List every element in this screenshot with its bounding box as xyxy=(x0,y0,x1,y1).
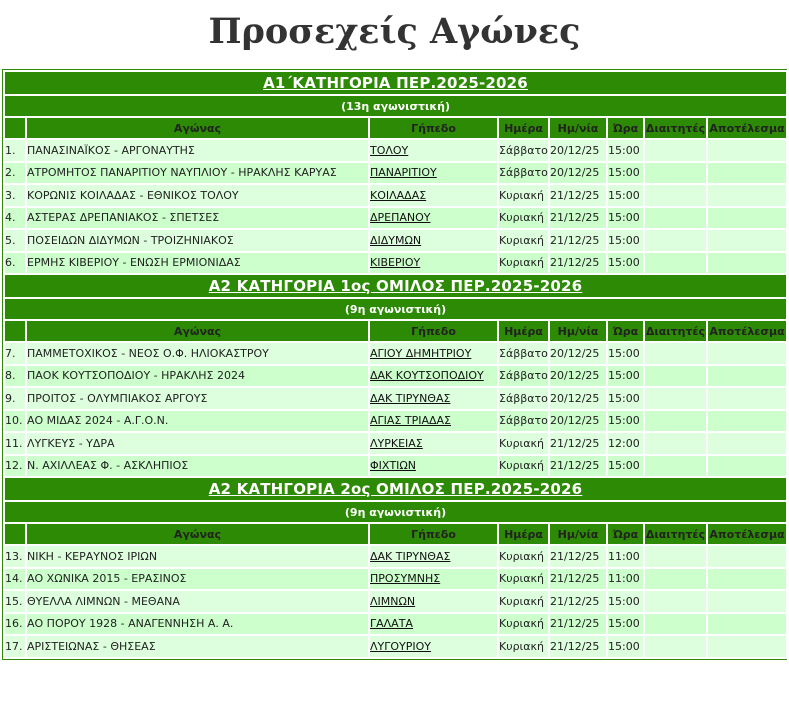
game-day: Κυριακή xyxy=(499,433,548,454)
table-row xyxy=(5,569,786,590)
game-referees xyxy=(645,614,706,635)
game-number: 5. xyxy=(5,230,25,251)
column-header-referees: Διαιτητές xyxy=(645,321,706,341)
game-time: 15:00 xyxy=(608,591,643,612)
game-number: 7. xyxy=(5,343,25,364)
table-row xyxy=(5,388,786,409)
table-row xyxy=(5,456,786,477)
venue-link[interactable]: ΑΓΙΟΥ ΔΗΜΗΤΡΙΟΥ xyxy=(370,346,472,360)
game-referees xyxy=(645,253,706,274)
game-match: ΚΟΡΩΝΙΣ ΚΟΙΛΑΔΑΣ - ΕΘΝΙΚΟΣ ΤΟΛΟΥ xyxy=(27,185,368,206)
table-row xyxy=(5,185,786,206)
column-header-match: Αγώνας xyxy=(27,524,368,544)
game-result xyxy=(708,253,786,274)
game-venue-cell xyxy=(370,614,497,635)
table-row xyxy=(5,433,786,454)
game-result xyxy=(708,140,786,161)
game-venue-cell xyxy=(370,569,497,590)
game-time: 15:00 xyxy=(608,163,643,184)
game-result xyxy=(708,591,786,612)
game-venue-cell xyxy=(370,636,497,657)
category-round: (9η αγωνιστική) xyxy=(5,299,786,319)
game-day: Κυριακή xyxy=(499,253,548,274)
game-venue-cell xyxy=(370,411,497,432)
game-match: ΝΙΚΗ - ΚΕΡΑΥΝΟΣ ΙΡΙΩΝ xyxy=(27,546,368,567)
game-date: 20/12/25 xyxy=(550,411,606,432)
game-date: 21/12/25 xyxy=(550,433,606,454)
category-title xyxy=(5,275,786,297)
venue-link[interactable]: ΛΥΓΟΥΡΙΟΥ xyxy=(370,639,432,653)
game-match: Ν. ΑΧΙΛΛΕΑΣ Φ. - ΑΣΚΛΗΠΙΟΣ xyxy=(27,456,368,477)
game-number: 15. xyxy=(5,591,25,612)
table-row xyxy=(5,230,786,251)
game-date: 20/12/25 xyxy=(550,388,606,409)
game-venue-cell xyxy=(370,185,497,206)
game-date: 21/12/25 xyxy=(550,569,606,590)
game-venue-cell xyxy=(370,343,497,364)
game-day: Κυριακή xyxy=(499,456,548,477)
venue-link[interactable]: ΔΑΚ ΚΟΥΤΣΟΠΟΔΙΟΥ xyxy=(370,369,484,383)
game-match: ΠΑΝΑΣΙΝΑΪΚΟΣ - ΑΡΓΟΝΑΥΤΗΣ xyxy=(27,140,368,161)
category-round: (9η αγωνιστική) xyxy=(5,502,786,522)
game-result xyxy=(708,208,786,229)
table-row xyxy=(5,591,786,612)
category-title-row xyxy=(5,275,786,297)
column-header-match: Αγώνας xyxy=(27,321,368,341)
game-day: Κυριακή xyxy=(499,591,548,612)
column-header-time: Ώρα xyxy=(608,524,643,544)
game-result xyxy=(708,546,786,567)
venue-link[interactable]: ΚΟΙΛΑΔΑΣ xyxy=(370,188,427,202)
venue-link[interactable]: ΠΑΝΑΡΙΤΙΟΥ xyxy=(370,166,437,180)
game-venue-cell xyxy=(370,591,497,612)
game-number: 17. xyxy=(5,636,25,657)
column-header-venue: Γήπεδο xyxy=(370,321,497,341)
game-venue-cell xyxy=(370,366,497,387)
venue-link[interactable]: ΚΙΒΕΡΙΟΥ xyxy=(370,256,421,270)
game-referees xyxy=(645,569,706,590)
game-number: 14. xyxy=(5,569,25,590)
game-result xyxy=(708,456,786,477)
game-date: 21/12/25 xyxy=(550,208,606,229)
game-referees xyxy=(645,140,706,161)
game-match: ΑΟ ΠΟΡΟΥ 1928 - ΑΝΑΓΕΝΝΗΣΗ Α. Α. xyxy=(27,614,368,635)
game-date: 20/12/25 xyxy=(550,163,606,184)
game-time: 15:00 xyxy=(608,636,643,657)
venue-link[interactable]: ΛΙΜΝΩΝ xyxy=(370,594,416,608)
game-number: 3. xyxy=(5,185,25,206)
game-date: 20/12/25 xyxy=(550,140,606,161)
column-header-time: Ώρα xyxy=(608,321,643,341)
table-row xyxy=(5,208,786,229)
game-day: Κυριακή xyxy=(499,636,548,657)
game-number: 11. xyxy=(5,433,25,454)
game-result xyxy=(708,636,786,657)
table-row xyxy=(5,636,786,657)
game-time: 15:00 xyxy=(608,253,643,274)
table-row xyxy=(5,614,786,635)
game-venue-cell xyxy=(370,546,497,567)
game-referees xyxy=(645,433,706,454)
column-header-row xyxy=(5,118,786,138)
game-referees xyxy=(645,208,706,229)
game-result xyxy=(708,614,786,635)
game-result xyxy=(708,569,786,590)
game-match: ΑΡΙΣΤΕΙΩΝΑΣ - ΘΗΣΕΑΣ xyxy=(27,636,368,657)
game-day: Σάββατο xyxy=(499,163,548,184)
category-title-link[interactable]: Α2 ΚΑΤΗΓΟΡΙΑ 1ος ΟΜΙΛΟΣ ΠΕΡ.2025-2026 xyxy=(208,277,583,295)
venue-link[interactable]: ΦΙΧΤΙΩΝ xyxy=(370,459,417,473)
game-time: 15:00 xyxy=(608,366,643,387)
game-number: 8. xyxy=(5,366,25,387)
game-day: Κυριακή xyxy=(499,569,548,590)
venue-link[interactable]: ΔΡΕΠΑΝΟΥ xyxy=(370,211,431,225)
game-result xyxy=(708,343,786,364)
game-result xyxy=(708,433,786,454)
game-match: ΛΥΓΚΕΥΣ - ΥΔΡΑ xyxy=(27,433,368,454)
game-time: 15:00 xyxy=(608,140,643,161)
venue-link[interactable]: ΔΑΚ ΤΙΡΥΝΘΑΣ xyxy=(370,391,451,405)
page-title: Προσεχείς Αγώνες xyxy=(208,11,581,52)
category-title-link[interactable]: Α2 ΚΑΤΗΓΟΡΙΑ 2ος ΟΜΙΛΟΣ ΠΕΡ.2025-2026 xyxy=(208,480,583,498)
game-day: Σάββατο xyxy=(499,343,548,364)
column-header-venue: Γήπεδο xyxy=(370,524,497,544)
table-row xyxy=(5,253,786,274)
upcoming-games-schedule xyxy=(2,69,787,660)
game-time: 15:00 xyxy=(608,614,643,635)
game-number: 1. xyxy=(5,140,25,161)
game-day: Σάββατο xyxy=(499,388,548,409)
game-time: 11:00 xyxy=(608,546,643,567)
category-title-row xyxy=(5,478,786,500)
column-header-date: Ημ/νία xyxy=(550,524,606,544)
game-referees xyxy=(645,591,706,612)
game-time: 15:00 xyxy=(608,456,643,477)
column-header-row xyxy=(5,524,786,544)
game-day: Κυριακή xyxy=(499,614,548,635)
game-referees xyxy=(645,163,706,184)
game-result xyxy=(708,163,786,184)
column-header-result: Αποτέλεσμα xyxy=(708,524,786,544)
table-row xyxy=(5,343,786,364)
game-date: 21/12/25 xyxy=(550,614,606,635)
game-number: 12. xyxy=(5,456,25,477)
game-number: 6. xyxy=(5,253,25,274)
game-time: 15:00 xyxy=(608,185,643,206)
game-referees xyxy=(645,185,706,206)
game-venue-cell xyxy=(370,388,497,409)
game-date: 21/12/25 xyxy=(550,636,606,657)
game-match: ΑΣΤΕΡΑΣ ΔΡΕΠΑΝΙΑΚΟΣ - ΣΠΕΤΣΕΣ xyxy=(27,208,368,229)
column-header-day: Ημέρα xyxy=(499,118,548,138)
game-venue-cell xyxy=(370,163,497,184)
category-round-row xyxy=(5,96,786,116)
game-number: 9. xyxy=(5,388,25,409)
game-time: 15:00 xyxy=(608,343,643,364)
column-header-date: Ημ/νία xyxy=(550,321,606,341)
venue-link[interactable]: ΛΥΡΚΕΙΑΣ xyxy=(370,436,423,450)
game-referees xyxy=(645,230,706,251)
table-row xyxy=(5,163,786,184)
game-day: Κυριακή xyxy=(499,185,548,206)
game-time: 15:00 xyxy=(608,230,643,251)
column-header-day: Ημέρα xyxy=(499,524,548,544)
game-date: 21/12/25 xyxy=(550,591,606,612)
venue-link[interactable]: ΔΑΚ ΤΙΡΥΝΘΑΣ xyxy=(370,549,451,563)
category-title xyxy=(5,478,786,500)
game-referees xyxy=(645,411,706,432)
category-round: (13η αγωνιστική) xyxy=(5,96,786,116)
game-day: Σάββατο xyxy=(499,366,548,387)
game-date: 21/12/25 xyxy=(550,456,606,477)
category-round-row xyxy=(5,502,786,522)
game-match: ΠΡΟΙΤΟΣ - ΟΛΥΜΠΙΑΚΟΣ ΑΡΓΟΥΣ xyxy=(27,388,368,409)
game-date: 21/12/25 xyxy=(550,546,606,567)
column-header-num xyxy=(5,321,25,341)
game-result xyxy=(708,388,786,409)
game-referees xyxy=(645,636,706,657)
venue-link[interactable]: ΔΙΔΥΜΩΝ xyxy=(370,233,422,247)
game-time: 12:00 xyxy=(608,433,643,454)
column-header-date: Ημ/νία xyxy=(550,118,606,138)
game-match: ΘΥΕΛΛΑ ΛΙΜΝΩΝ - ΜΕΘΑΝΑ xyxy=(27,591,368,612)
column-header-referees: Διαιτητές xyxy=(645,524,706,544)
column-header-time: Ώρα xyxy=(608,118,643,138)
game-date: 21/12/25 xyxy=(550,230,606,251)
column-header-venue: Γήπεδο xyxy=(370,118,497,138)
column-header-referees: Διαιτητές xyxy=(645,118,706,138)
game-number: 4. xyxy=(5,208,25,229)
game-time: 15:00 xyxy=(608,411,643,432)
column-header-result: Αποτέλεσμα xyxy=(708,118,786,138)
game-match: ΑΟ ΜΙΔΑΣ 2024 - Α.Γ.Ο.Ν. xyxy=(27,411,368,432)
game-match: ΠΟΣΕΙΔΩΝ ΔΙΔΥΜΩΝ - ΤΡΟΙΖΗΝΙΑΚΟΣ xyxy=(27,230,368,251)
category-title-row xyxy=(5,72,786,94)
table-row xyxy=(5,411,786,432)
venue-link[interactable]: ΤΟΛΟΥ xyxy=(370,143,409,157)
column-header-match: Αγώνας xyxy=(27,118,368,138)
game-result xyxy=(708,411,786,432)
game-venue-cell xyxy=(370,230,497,251)
game-referees xyxy=(645,546,706,567)
game-date: 21/12/25 xyxy=(550,185,606,206)
game-date: 21/12/25 xyxy=(550,253,606,274)
game-result xyxy=(708,185,786,206)
game-number: 16. xyxy=(5,614,25,635)
game-match: ΠΑΟΚ ΚΟΥΤΣΟΠΟΔΙΟΥ - ΗΡΑΚΛΗΣ 2024 xyxy=(27,366,368,387)
category-round-row xyxy=(5,299,786,319)
games-table xyxy=(3,70,788,659)
game-time: 15:00 xyxy=(608,208,643,229)
table-row xyxy=(5,140,786,161)
table-row xyxy=(5,366,786,387)
game-match: ΑΤΡΟΜΗΤΟΣ ΠΑΝΑΡΙΤΙΟΥ ΝΑΥΠΛΙΟΥ - ΗΡΑΚΛΗΣ ΚΑΡΥΑΣ xyxy=(27,163,368,184)
venue-link[interactable]: ΓΑΛΑΤΑ xyxy=(370,617,413,631)
game-day: Κυριακή xyxy=(499,546,548,567)
game-venue-cell xyxy=(370,456,497,477)
game-venue-cell xyxy=(370,433,497,454)
column-header-row xyxy=(5,321,786,341)
game-day: Κυριακή xyxy=(499,230,548,251)
game-time: 15:00 xyxy=(608,388,643,409)
game-number: 13. xyxy=(5,546,25,567)
venue-link[interactable]: ΑΓΙΑΣ ΤΡΙΑΔΑΣ xyxy=(370,414,451,428)
game-result xyxy=(708,366,786,387)
column-header-result: Αποτέλεσμα xyxy=(708,321,786,341)
game-referees xyxy=(645,456,706,477)
game-date: 20/12/25 xyxy=(550,343,606,364)
category-title xyxy=(5,72,786,94)
game-referees xyxy=(645,388,706,409)
game-day: Κυριακή xyxy=(499,208,548,229)
game-referees xyxy=(645,366,706,387)
game-time: 11:00 xyxy=(608,569,643,590)
game-venue-cell xyxy=(370,140,497,161)
game-venue-cell xyxy=(370,208,497,229)
game-number: 10. xyxy=(5,411,25,432)
game-venue-cell xyxy=(370,253,497,274)
game-referees xyxy=(645,343,706,364)
table-row xyxy=(5,546,786,567)
category-title-link[interactable]: Α1΄ΚΑΤΗΓΟΡΙΑ ΠΕΡ.2025-2026 xyxy=(263,74,528,92)
game-date: 20/12/25 xyxy=(550,366,606,387)
venue-link[interactable]: ΠΡΟΣΥΜΝΗΣ xyxy=(370,572,441,586)
game-day: Σάββατο xyxy=(499,140,548,161)
column-header-num xyxy=(5,524,25,544)
game-match: ΑΟ ΧΩΝΙΚΑ 2015 - ΕΡΑΣΙΝΟΣ xyxy=(27,569,368,590)
game-match: ΕΡΜΗΣ ΚΙΒΕΡΙΟΥ - ΕΝΩΣΗ ΕΡΜΙΟΝΙΔΑΣ xyxy=(27,253,368,274)
game-match: ΠΑΜΜΕΤΟΧΙΚΟΣ - ΝΕΟΣ Ο.Φ. ΗΛΙΟΚΑΣΤΡΟΥ xyxy=(27,343,368,364)
game-number: 2. xyxy=(5,163,25,184)
game-day: Σάββατο xyxy=(499,411,548,432)
column-header-day: Ημέρα xyxy=(499,321,548,341)
column-header-num xyxy=(5,118,25,138)
game-result xyxy=(708,230,786,251)
